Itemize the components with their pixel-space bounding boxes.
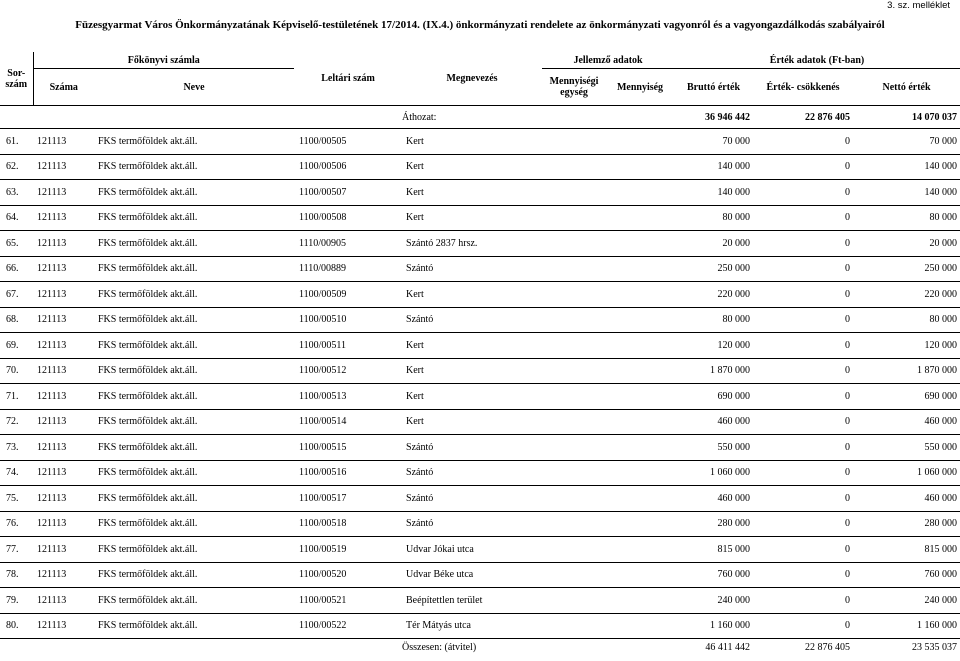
net-value: 460 000 [853,486,960,512]
quantity [606,511,674,537]
inventory-number: 1100/00514 [294,409,402,435]
account-name: FKS termőföldek akt.áll. [94,205,294,231]
account-name: FKS termőföldek akt.áll. [94,511,294,537]
account-number: 121113 [33,205,94,231]
header-leltari-szam: Leltári szám [321,73,375,84]
net-value: 460 000 [853,409,960,435]
quantity-unit [542,384,606,410]
header-mennyiseg: Mennyiség [616,81,664,93]
inventory-number: 1100/00513 [294,384,402,410]
table-row [0,333,960,359]
inventory-number: 1100/00510 [294,307,402,333]
account-name: FKS termőföldek akt.áll. [94,256,294,282]
quantity [606,486,674,512]
quantity-unit [542,129,606,155]
quantity [606,384,674,410]
header-sorszam: Sor-szám [0,52,33,106]
asset-description: Szántó [402,486,542,512]
gross-value: 20 000 [674,231,753,257]
gross-value: 80 000 [674,205,753,231]
quantity [606,231,674,257]
account-number: 121113 [33,256,94,282]
quantity [606,460,674,486]
depreciation: 0 [753,537,853,563]
asset-description: Kert [402,384,542,410]
depreciation: 0 [753,460,853,486]
account-name: FKS termőföldek akt.áll. [94,307,294,333]
table-row [0,562,960,588]
quantity-unit [542,231,606,257]
row-number: 76. [0,511,33,537]
quantity [606,333,674,359]
quantity [606,588,674,614]
quantity-unit [542,282,606,308]
header-fokonyvi-szamla: Főkönyvi számla [33,52,294,69]
account-number: 121113 [33,562,94,588]
depreciation: 0 [753,205,853,231]
row-number: 62. [0,154,33,180]
asset-description: Kert [402,409,542,435]
asset-description: Beépítettlen terület [402,588,542,614]
depreciation: 0 [753,307,853,333]
net-value: 80 000 [853,307,960,333]
account-number: 121113 [33,537,94,563]
asset-register-table [0,52,960,656]
gross-value: 550 000 [674,435,753,461]
account-number: 121113 [33,486,94,512]
quantity [606,562,674,588]
header-netto-ertek: Nettó érték [882,81,931,93]
gross-value: 280 000 [674,511,753,537]
row-number: 70. [0,358,33,384]
depreciation: 0 [753,511,853,537]
table-row [0,409,960,435]
account-number: 121113 [33,282,94,308]
quantity [606,180,674,206]
total-label: Összesen: (átvitel) [402,642,477,653]
depreciation: 0 [753,613,853,639]
inventory-number: 1100/00516 [294,460,402,486]
table-row [0,460,960,486]
quantity [606,358,674,384]
asset-description: Kert [402,333,542,359]
quantity-unit [542,537,606,563]
net-value: 760 000 [853,562,960,588]
inventory-number: 1100/00517 [294,486,402,512]
asset-description: Kert [402,129,542,155]
row-number: 64. [0,205,33,231]
inventory-number: 1100/00507 [294,180,402,206]
account-name: FKS termőföldek akt.áll. [94,154,294,180]
inventory-number: 1100/00522 [294,613,402,639]
asset-description: Szántó [402,307,542,333]
row-number: 71. [0,384,33,410]
quantity-unit [542,409,606,435]
row-number: 65. [0,231,33,257]
inventory-number: 1100/00515 [294,435,402,461]
table-row [0,282,960,308]
table-row [0,180,960,206]
account-name: FKS termőföldek akt.áll. [94,537,294,563]
inventory-number: 1100/00508 [294,205,402,231]
quantity-unit [542,358,606,384]
header-szama: Száma [49,81,78,93]
quantity [606,256,674,282]
net-value: 690 000 [853,384,960,410]
asset-description: Szántó [402,256,542,282]
gross-value: 460 000 [674,486,753,512]
gross-value: 815 000 [674,537,753,563]
account-number: 121113 [33,384,94,410]
account-number: 121113 [33,409,94,435]
row-number: 67. [0,282,33,308]
depreciation: 0 [753,129,853,155]
depreciation: 0 [753,486,853,512]
account-number: 121113 [33,154,94,180]
quantity-unit [542,511,606,537]
row-number: 61. [0,129,33,155]
gross-value: 460 000 [674,409,753,435]
account-number: 121113 [33,231,94,257]
quantity [606,129,674,155]
inventory-number: 1100/00506 [294,154,402,180]
inventory-number: 1100/00505 [294,129,402,155]
quantity [606,307,674,333]
asset-description: Kert [402,180,542,206]
net-value: 120 000 [853,333,960,359]
account-number: 121113 [33,460,94,486]
net-value: 1 060 000 [853,460,960,486]
total-netto: 23 535 037 [912,642,958,653]
quantity [606,205,674,231]
net-value: 1 160 000 [853,613,960,639]
table-row [0,486,960,512]
table-row [0,129,960,155]
asset-description: Kert [402,358,542,384]
account-name: FKS termőföldek akt.áll. [94,180,294,206]
depreciation: 0 [753,435,853,461]
row-number: 78. [0,562,33,588]
row-number: 80. [0,613,33,639]
header-ertek-adatok: Érték adatok (Ft-ban) [674,52,960,69]
depreciation: 0 [753,180,853,206]
net-value: 280 000 [853,511,960,537]
row-number: 79. [0,588,33,614]
table-row [0,384,960,410]
net-value: 240 000 [853,588,960,614]
gross-value: 1 870 000 [674,358,753,384]
row-number: 77. [0,537,33,563]
net-value: 1 870 000 [853,358,960,384]
table-row [0,154,960,180]
table-row [0,358,960,384]
header-jellemzo-adatok: Jellemző adatok [542,52,674,69]
table-row [0,537,960,563]
asset-description: Kert [402,205,542,231]
asset-description: Udvar Béke utca [402,562,542,588]
quantity [606,537,674,563]
account-number: 121113 [33,511,94,537]
net-value: 550 000 [853,435,960,461]
table-row [0,231,960,257]
gross-value: 140 000 [674,154,753,180]
net-value: 815 000 [853,537,960,563]
quantity-unit [542,460,606,486]
inventory-number: 1100/00518 [294,511,402,537]
quantity [606,435,674,461]
net-value: 20 000 [853,231,960,257]
row-number: 66. [0,256,33,282]
gross-value: 120 000 [674,333,753,359]
account-name: FKS termőföldek akt.áll. [94,409,294,435]
gross-value: 140 000 [674,180,753,206]
header-brutto-ertek: Bruttó érték [686,81,741,93]
account-name: FKS termőföldek akt.áll. [94,460,294,486]
inventory-number: 1110/00889 [294,256,402,282]
quantity-unit [542,613,606,639]
net-value: 220 000 [853,282,960,308]
net-value: 250 000 [853,256,960,282]
depreciation: 0 [753,384,853,410]
account-number: 121113 [33,129,94,155]
total-brutto: 46 411 442 [705,642,751,653]
quantity-unit [542,205,606,231]
account-number: 121113 [33,333,94,359]
carry-in-label: Áthozat: [402,106,674,129]
quantity-unit [542,307,606,333]
account-name: FKS termőföldek akt.áll. [94,435,294,461]
account-number: 121113 [33,358,94,384]
asset-description: Szántó 2837 hrsz. [402,231,542,257]
inventory-number: 1100/00521 [294,588,402,614]
table-row [0,613,960,639]
quantity-unit [542,333,606,359]
gross-value: 80 000 [674,307,753,333]
gross-value: 240 000 [674,588,753,614]
document-title: Füzesgyarmat Város Önkormányzatának Képviselő-testületének 17/2014. (IX.4.) önkormányzati rendelete az önkormányzati vagyonról és a vagyongazdálkodás szabályairól [75,19,885,31]
table-row [0,588,960,614]
account-name: FKS termőföldek akt.áll. [94,129,294,155]
carry-in-brutto: 36 946 442 [674,106,753,129]
account-name: FKS termőföldek akt.áll. [94,486,294,512]
depreciation: 0 [753,282,853,308]
header-mennyisegi-egyseg: Mennyiségi egység [549,76,599,98]
account-number: 121113 [33,307,94,333]
asset-description: Kert [402,154,542,180]
total-csokkenes: 22 876 405 [805,642,851,653]
inventory-number: 1110/00905 [294,231,402,257]
gross-value: 1 160 000 [674,613,753,639]
depreciation: 0 [753,358,853,384]
depreciation: 0 [753,256,853,282]
header-megnevezes: Megnevezés [446,73,498,84]
gross-value: 760 000 [674,562,753,588]
depreciation: 0 [753,333,853,359]
inventory-number: 1100/00520 [294,562,402,588]
carry-in-csokkenes: 22 876 405 [753,106,853,129]
table-row [0,307,960,333]
account-name: FKS termőföldek akt.áll. [94,562,294,588]
depreciation: 0 [753,562,853,588]
quantity-unit [542,486,606,512]
account-number: 121113 [33,613,94,639]
gross-value: 250 000 [674,256,753,282]
row-number: 74. [0,460,33,486]
depreciation: 0 [753,154,853,180]
asset-description: Kert [402,282,542,308]
gross-value: 220 000 [674,282,753,308]
account-number: 121113 [33,435,94,461]
net-value: 140 000 [853,180,960,206]
quantity [606,282,674,308]
quantity-unit [542,588,606,614]
account-name: FKS termőföldek akt.áll. [94,588,294,614]
account-name: FKS termőföldek akt.áll. [94,384,294,410]
quantity [606,613,674,639]
asset-description: Szántó [402,460,542,486]
inventory-number: 1100/00519 [294,537,402,563]
asset-description: Szántó [402,511,542,537]
quantity [606,154,674,180]
depreciation: 0 [753,409,853,435]
account-name: FKS termőföldek akt.áll. [94,613,294,639]
annex-note: 3. sz. melléklet [887,0,950,11]
row-number: 72. [0,409,33,435]
row-number: 73. [0,435,33,461]
net-value: 80 000 [853,205,960,231]
total-row [0,639,960,657]
account-name: FKS termőföldek akt.áll. [94,231,294,257]
header-ertekcsokkenes: Érték- csökkenés [766,81,840,93]
inventory-number: 1100/00509 [294,282,402,308]
depreciation: 0 [753,588,853,614]
account-name: FKS termőföldek akt.áll. [94,282,294,308]
depreciation: 0 [753,231,853,257]
row-number: 75. [0,486,33,512]
quantity-unit [542,180,606,206]
asset-description: Tér Mátyás utca [402,613,542,639]
gross-value: 1 060 000 [674,460,753,486]
quantity-unit [542,435,606,461]
account-number: 121113 [33,588,94,614]
carry-in-row [0,106,960,129]
quantity-unit [542,562,606,588]
net-value: 70 000 [853,129,960,155]
quantity-unit [542,256,606,282]
table-row [0,205,960,231]
asset-description: Szántó [402,435,542,461]
gross-value: 70 000 [674,129,753,155]
quantity-unit [542,154,606,180]
inventory-number: 1100/00512 [294,358,402,384]
quantity [606,409,674,435]
row-number: 68. [0,307,33,333]
account-name: FKS termőföldek akt.áll. [94,333,294,359]
row-number: 69. [0,333,33,359]
account-number: 121113 [33,180,94,206]
table-row [0,435,960,461]
table-row [0,511,960,537]
net-value: 140 000 [853,154,960,180]
row-number: 63. [0,180,33,206]
inventory-number: 1100/00511 [294,333,402,359]
asset-description: Udvar Jókai utca [402,537,542,563]
header-neve: Neve [183,81,205,93]
account-name: FKS termőföldek akt.áll. [94,358,294,384]
carry-in-netto: 14 070 037 [853,106,960,129]
gross-value: 690 000 [674,384,753,410]
table-row [0,256,960,282]
